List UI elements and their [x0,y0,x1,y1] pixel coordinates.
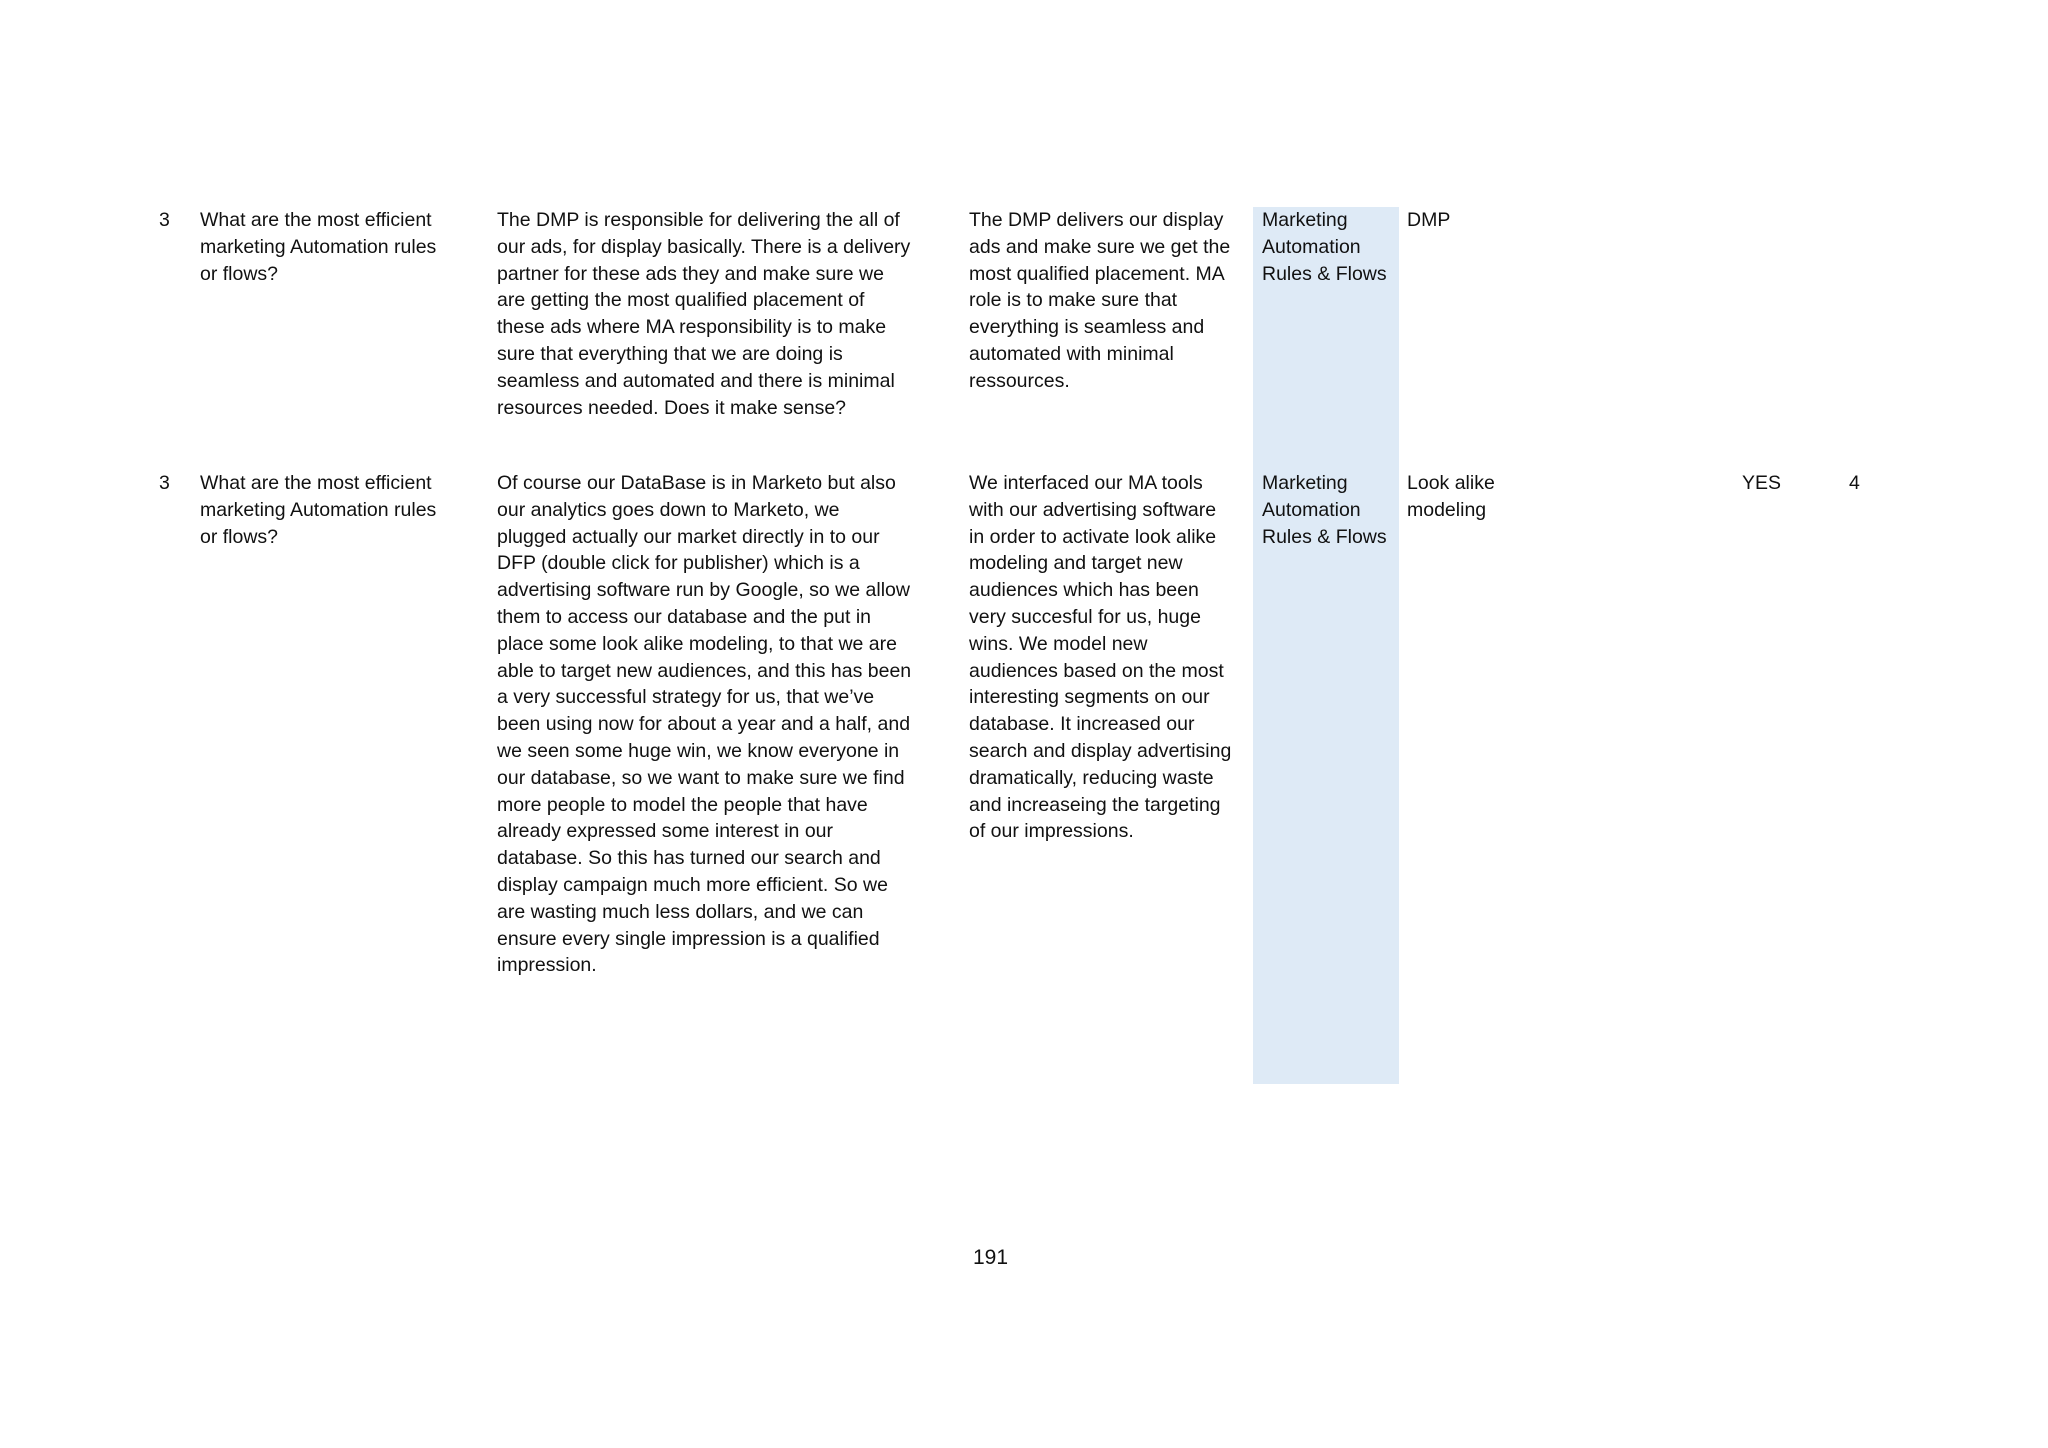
row-1-category: Marketing Automation Rules & Flows [1262,209,1387,285]
row-1-subcategory: DMP [1407,209,1451,231]
row-1-number: 3 [159,209,170,231]
row-2-summary: We interfaced our MA tools with our advertising software in order to activate look alike modeling and target new audiences which has been very succesful for us, huge wins. We model new audiences based on the most interesting segments on our database. It increased our search and display advertising dramatically, reducing waste and increaseing the targeting of our impressions. [969,472,1232,843]
row-2-category: Marketing Automation Rules & Flows [1262,472,1387,548]
row-1-question: What are the most efficient marketing Automation rules or flows? [200,209,437,285]
row-2-number: 3 [159,472,170,494]
row-2-subcategory: Look alike modeling [1407,472,1495,521]
category-column-highlight [1253,207,1399,1084]
row-1-summary: The DMP delivers our display ads and make sure we get the most qualified placement. MA role is to make sure that everything is seamless and automated with minimal ressources. [969,209,1231,392]
row-2-flag: YES [1742,472,1782,494]
page-number: 191 [972,1246,1009,1269]
row-2-answer: Of course our DataBase is in Marketo but also our analytics goes down to Marketo, we plugged actually our market directly in to our DFP (double click for publisher) which is a advertising software run by Google, so we allow them to access our database and the put in place some look alike modeling, to that we are able to target new audiences, and this has been a very successful strategy for us, that we’ve been using now for about a year and a half, and we seen some huge win, we know everyone in our database, so we want to make sure we find more people to model the people that have already expressed some interest in our database. So this has turned our search and display campaign much more efficient. So we are wasting much less dollars, and we can ensure every single impression is a qualified impression. [497,472,912,977]
row-1-answer: The DMP is responsible for delivering the all of our ads, for display basically. There is a delivery partner for these ads they and make sure we are getting the most qualified placement of these ads where MA responsibility is to make sure that everything that we are doing is seamless and automated and there is minimal resources needed. Does it make sense? [497,209,911,419]
row-2-question: What are the most efficient marketing Automation rules or flows? [200,472,437,548]
row-2-score: 4 [1849,472,1860,494]
